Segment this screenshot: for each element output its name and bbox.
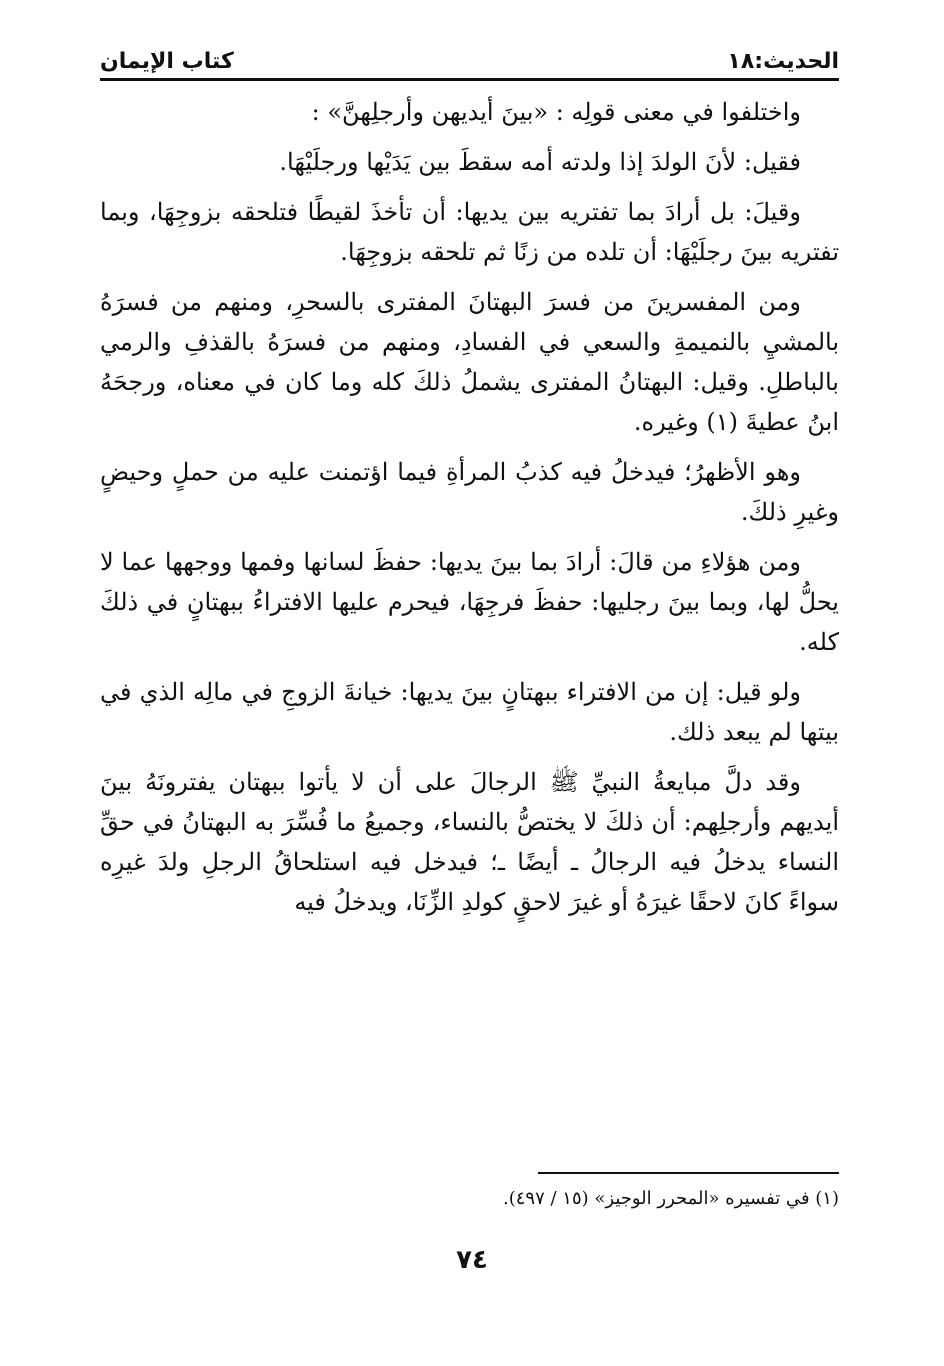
paragraph: ومن المفسرينَ من فسرَ البهتانَ المفترى بالسحرِ، ومنهم من فسرَهُ بالمشيِ بالنميمةِ والسعي في الفسادِ، ومنهم من فسرَهُ بالقذفِ والرمي بالباطلِ. وقيل: البهتانُ المفترى يشملُ ذلكَ كله وما كان في معناه، ورجحَهُ ابنُ عطيةَ (١) وغيره. — [100, 288, 839, 436]
page-number: ٧٤ — [456, 1245, 488, 1275]
paragraph: ولو قيل: إن من الافتراء ببهتانٍ بينَ يديها: خيانةَ الزوجِ في مالِه الذي في بيتها لم يبعد ذلك. — [100, 678, 839, 746]
header-divider — [100, 78, 839, 81]
running-header — [100, 34, 839, 74]
footnote-divider — [538, 1172, 839, 1174]
paragraph: وقيلَ: بل أرادَ بما تفتريه بين يديها: أن تأخذَ لقيطًا فتلحقه بزوجِهَا، وبما تفتريه بينَ رجلَيْهَا: أن تلده من زنًا ثم تلحقه بزوجِهَا. — [100, 198, 839, 266]
footnote: (١) في تفسيره «المحرر الوجيز» (١٥ / ٤٩٧). — [503, 1188, 839, 1209]
paragraph: ومن هؤلاءِ من قالَ: أرادَ بما بينَ يديها: حفظَ لسانها وفمها ووجهها عما لا يحلُّ لها، وبما بينَ رجليها: حفظَ فرجِهَا، فيحرم عليها الافتراءُ ببهتانٍ في ذلكَ كله. — [100, 548, 839, 656]
main-text — [100, 92, 839, 932]
paragraph: وقد دلَّ مبايعةُ النبيِّ ﷺ الرجالَ على أن لا يأتوا ببهتان يفترونَهُ بينَ أيديهم وأرجلِهم: أن ذلكَ لا يختصُّ بالنساء، وجميعُ ما فُسِّرَ به البهتانُ في حقِّ النساء يدخلُ فيه الرجالُ ـ أيضًا ـ؛ فيدخل فيه استلحاقُ الرجلِ ولدَ غيرِه سواءً كانَ لاحقًا غيرَهُ أو غيرَ لاحقٍ كولدِ الزِّنَا، ويدخلُ فيه — [100, 768, 839, 916]
paragraph: وهو الأظهرُ؛ فيدخلُ فيه كذبُ المرأةِ فيما اؤتمنت عليه من حملٍ وحيضٍ وغيرِ ذلكَ. — [100, 458, 839, 526]
paragraph: واختلفوا في معنى قولِه : «بينَ أيديهن وأرجلِهنَّ» : — [311, 98, 801, 126]
hadith-number-label: الحديث:١٨ — [727, 49, 839, 74]
book-title: كتاب الإيمان — [100, 49, 234, 74]
paragraph: فقيل: لأنَ الولدَ إذا ولدته أمه سقطَ بين يَدَيْها ورجلَيْهَا. — [279, 148, 801, 176]
